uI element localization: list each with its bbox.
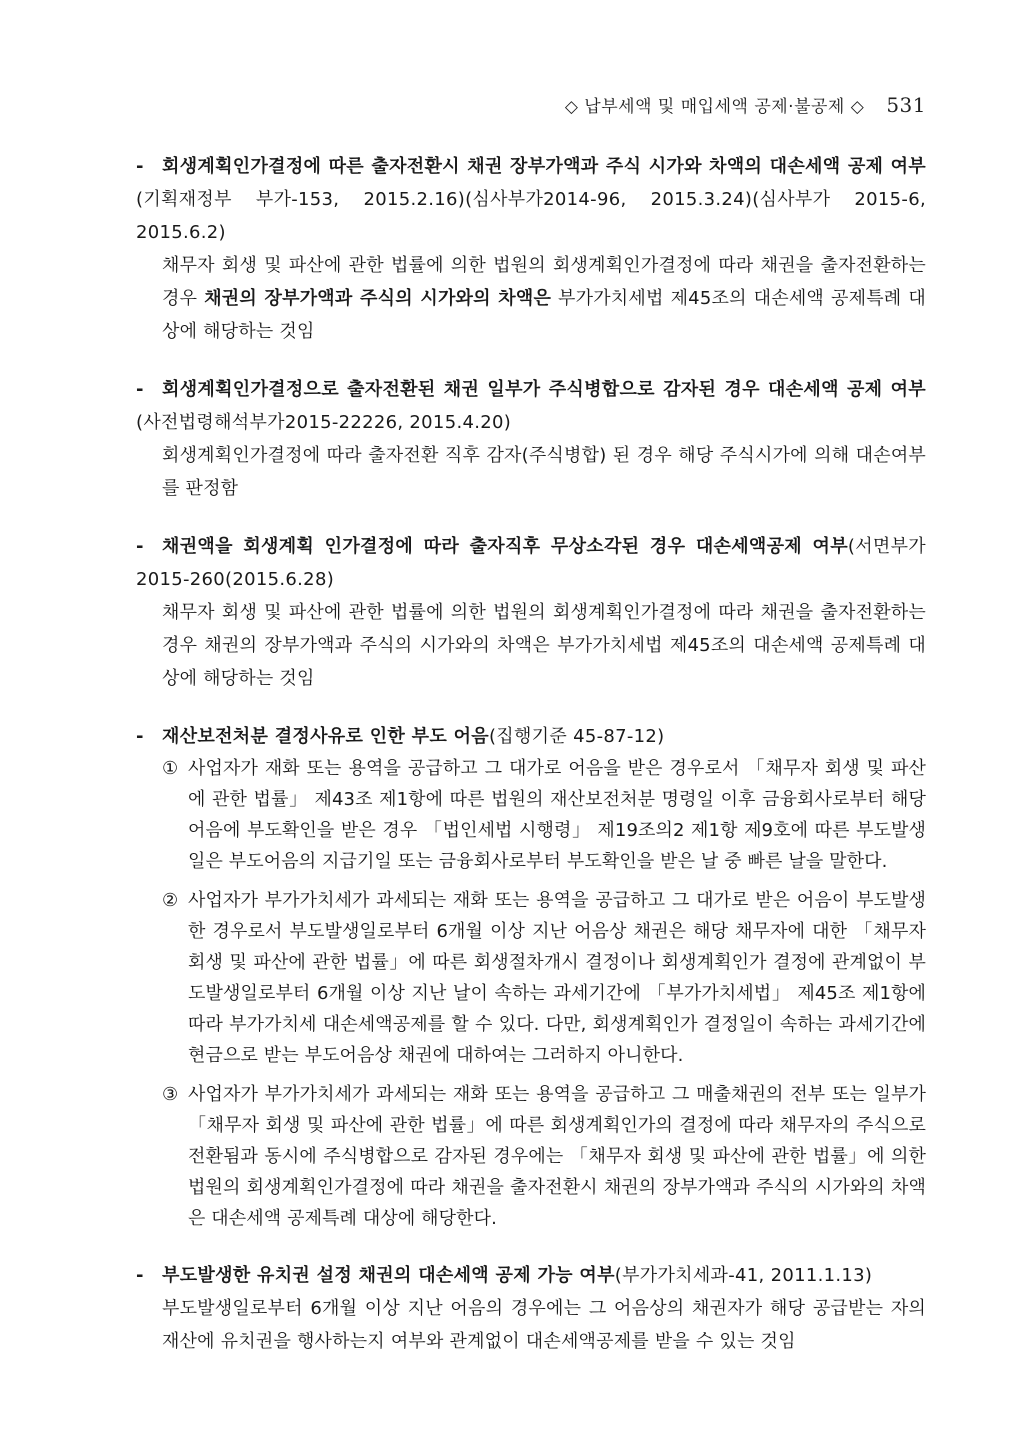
dash-bullet: - <box>136 536 144 557</box>
item-text: 사업자가 부가가치세가 과세되는 재화 또는 용역을 공급하고 그 대가로 받은 어음이 부도발생한 경우로서 부도발생일로부터 6개월 이상 지난 어음상 채권은 해당 채무자에 대한 「채무자 회생 및 파산에 관한 법률」에 따른 회생절차개시 결정이나 회생계획인가 결정에 관계없이 부도발생일로부터 6개월 이상 지난 날이 속하는 과세기간에 「부가가치세법」 제45조 제1항에 따라 부가가치세 대손세액공제를 할 수 있다. 다만, 회생계획인가 결정일이 속하는 과세기간에 현금으로 받는 부도어음상 채권에 대하여는 그러하지 아니한다. <box>188 890 926 1066</box>
numbered-list <box>136 753 926 1234</box>
body-text: 채무자 회생 및 파산에 관한 법률에 의한 법원의 회생계획인가결정에 따라 채권을 출자전환하는 경우 <box>162 255 926 309</box>
list-item <box>162 1079 926 1234</box>
dash-bullet: - <box>136 1265 144 1286</box>
section-title: 채권액을 회생계획 인가결정에 따라 출자직후 무상소각된 경우 대손세액공제 여부 <box>162 536 848 557</box>
dash-bullet: - <box>136 156 144 177</box>
item-text: 사업자가 재화 또는 용역을 공급하고 그 대가로 어음을 받은 경우로서 「채무자 회생 및 파산에 관한 법률」 제43조 제1항에 따른 법원의 재산보전처분 명령일 이후 금융회사로부터 해당 어음에 부도확인을 받은 경우 「법인세법 시행령」 제19조의2 제1항 제9호에 따른 부도발생일은 부도어음의 지급기일 또는 금융회사로부터 부도확인을 받은 날 중 빠른 날을 말한다. <box>188 758 926 872</box>
main-content <box>136 150 926 1383</box>
section-citation: (기획재정부 부가-153, 2015.2.16)(심사부가2014-96, 2015.3.24)(심사부가 2015-6, 2015.6.2) <box>136 189 926 243</box>
section-5 <box>136 1259 926 1358</box>
dash-bullet: - <box>136 379 144 400</box>
section-3 <box>136 530 926 695</box>
section-heading <box>136 150 926 249</box>
section-body: 부도발생일로부터 6개월 이상 지난 어음의 경우에는 그 어음상의 채권자가 해당 공급받는 자의 재산에 유치권을 행사하는지 여부와 관계없이 대손세액공제를 받을 수 있는 것임 <box>162 1298 926 1352</box>
section-body: 회생계획인가결정에 따라 출자전환 직후 감자(주식병합) 된 경우 해당 주식시가에 의해 대손여부를 판정함 <box>162 445 926 499</box>
section-title: 회생계획인가결정에 따른 출자전환시 채권 장부가액과 주식 시가와 차액의 대손세액 공제 여부 <box>162 156 926 177</box>
list-item <box>162 753 926 877</box>
dash-bullet: - <box>136 726 144 747</box>
item-number: ② <box>162 890 179 911</box>
section-heading <box>136 530 926 596</box>
item-number: ③ <box>162 1084 179 1105</box>
section-citation: (부가가치세과-41, 2011.1.13) <box>614 1265 873 1286</box>
section-citation: (서면부가2015-260(2015.6.28) <box>136 536 926 590</box>
section-body <box>136 249 926 348</box>
running-header <box>565 92 926 117</box>
item-number: ① <box>162 758 179 779</box>
section-1 <box>136 150 926 348</box>
section-title: 회생계획인가결정으로 출자전환된 채권 일부가 주식병합으로 감자된 경우 대손세액 공제 여부 <box>162 379 926 400</box>
body-text: 부가가치세법 제45조의 대손세액 공제특례 대상에 해당하는 것임 <box>162 288 926 342</box>
page-number: 531 <box>886 93 926 117</box>
section-4 <box>136 720 926 1234</box>
section-title: 재산보전처분 결정사유로 인한 부도 어음 <box>162 726 489 747</box>
list-item <box>162 885 926 1071</box>
section-title: 부도발생한 유치권 설정 채권의 대손세액 공제 가능 여부 <box>162 1265 615 1286</box>
section-heading <box>136 720 926 753</box>
section-body: 채무자 회생 및 파산에 관한 법률에 의한 법원의 회생계획인가결정에 따라 채권을 출자전환하는 경우 채권의 장부가액과 주식의 시가와의 차액은 부가가치세법 제45조의 대손세액 공제특례 대상에 해당하는 것임 <box>162 602 926 689</box>
header-title: ◇ 납부세액 및 매입세액 공제·불공제 ◇ <box>564 97 865 117</box>
section-citation: (사전법령해석부가2015-22226, 2015.4.20) <box>136 412 512 433</box>
body-emphasis: 채권의 장부가액과 주식의 시가와의 차액은 <box>204 288 552 309</box>
section-heading <box>136 1259 926 1292</box>
section-citation: (집행기준 45-87-12) <box>488 726 665 747</box>
section-2 <box>136 373 926 505</box>
section-heading <box>136 373 926 439</box>
item-text: 사업자가 부가가치세가 과세되는 재화 또는 용역을 공급하고 그 매출채권의 전부 또는 일부가 「채무자 회생 및 파산에 관한 법률」에 따른 회생계획인가의 결정에 따라 채무자의 주식으로 전환됨과 동시에 주식병합으로 감자된 경우에는 「채무자 회생 및 파산에 관한 법률」에 의한 법원의 회생계획인가결정에 따라 채권을 출자전환시 채권의 장부가액과 주식의 시가와의 차액은 대손세액 공제특례 대상에 해당한다. <box>188 1084 926 1229</box>
